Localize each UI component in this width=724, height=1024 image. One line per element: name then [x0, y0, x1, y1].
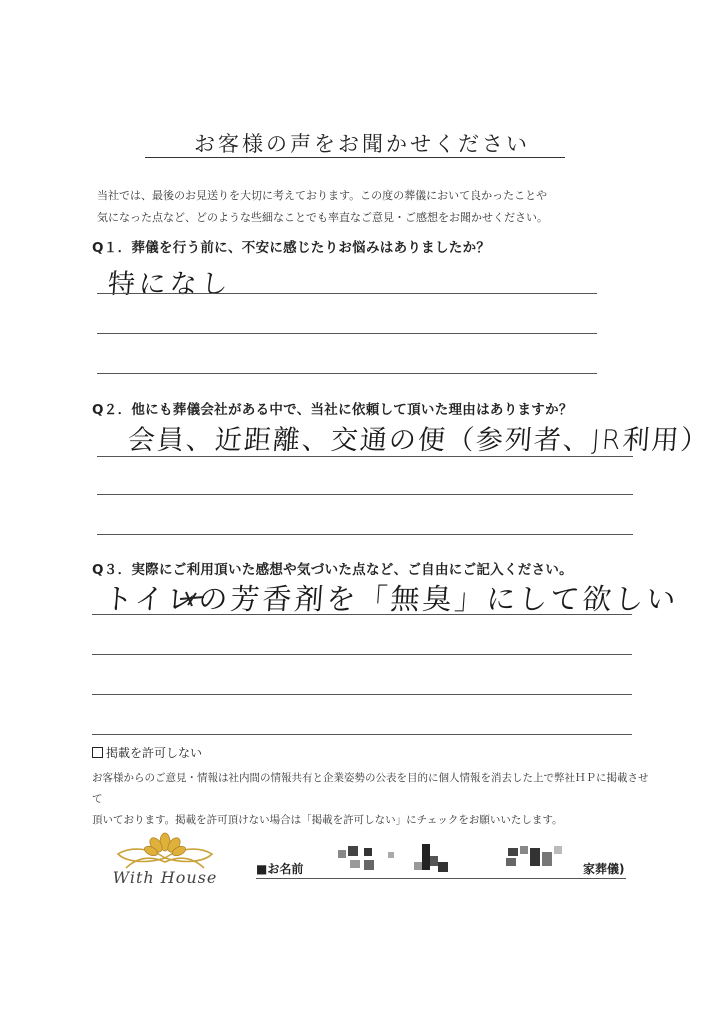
answer-3-line-4	[92, 734, 632, 735]
intro-line-1: 当社では、最後のお見送りを大切に考えております。この度の葬儀において良かったことや	[97, 189, 548, 202]
answer-1-line-3	[97, 373, 597, 374]
answer-3-line-3	[92, 694, 632, 695]
consent-note-line-1: お客様からのご意見・情報は社内間の情報共有と企業姿勢の公表を目的に個人情報を消去した上で弊社ＨＰに掲載させて	[92, 772, 649, 805]
answer-3-line-1	[92, 614, 632, 615]
answer-3-line-2	[92, 654, 632, 655]
consent-note-line-2: 頂いております。掲載を許可頂けない場合は「掲載を許可しない」にチェックをお願いいたします。	[92, 814, 563, 826]
intro-line-2: 気になった点など、どのような些細なことでも率直なご意見・ご感想をお聞かせください。	[97, 211, 548, 224]
answer-3[interactable]: トイレの芳香剤を「無臭」にして欲しい	[102, 582, 680, 616]
answer-2-line-1	[97, 456, 633, 457]
consent-note	[92, 768, 652, 831]
name-underline	[256, 878, 626, 879]
consent-checkbox-row[interactable]	[92, 744, 202, 761]
question-3: Q３．実際にご利用頂いた感想や気づいた点など、ご自由にご記入ください。	[92, 562, 573, 578]
title-underline	[145, 157, 565, 158]
page-title: お客様の声をお聞かせください	[194, 132, 530, 156]
logo-text: With House	[112, 868, 218, 887]
answer-1[interactable]: 特になし	[106, 269, 233, 300]
consent-checkbox[interactable]	[92, 747, 103, 758]
answer-2-line-2	[97, 494, 633, 495]
consent-checkbox-label: 掲載を許可しない	[106, 746, 203, 760]
name-suffix: 家葬儀)	[583, 862, 625, 876]
question-2: Q２．他にも葬儀会社がある中で、当社に依頼して頂いた理由はありますか？	[92, 402, 573, 418]
answer-2-line-3	[97, 534, 633, 535]
name-label: ■お名前	[256, 862, 304, 876]
answer-1-line-2	[97, 333, 597, 334]
answer-1-line-1	[97, 293, 597, 294]
scribble-mark	[178, 590, 206, 608]
redacted-name	[330, 838, 570, 880]
answer-2[interactable]: 会員、近距離、交通の便（参列者、JR利用）	[126, 425, 711, 456]
intro-text	[97, 185, 548, 229]
question-1: Q１．葬儀を行う前に、不安に感じたりお悩みはありましたか？	[92, 240, 491, 256]
